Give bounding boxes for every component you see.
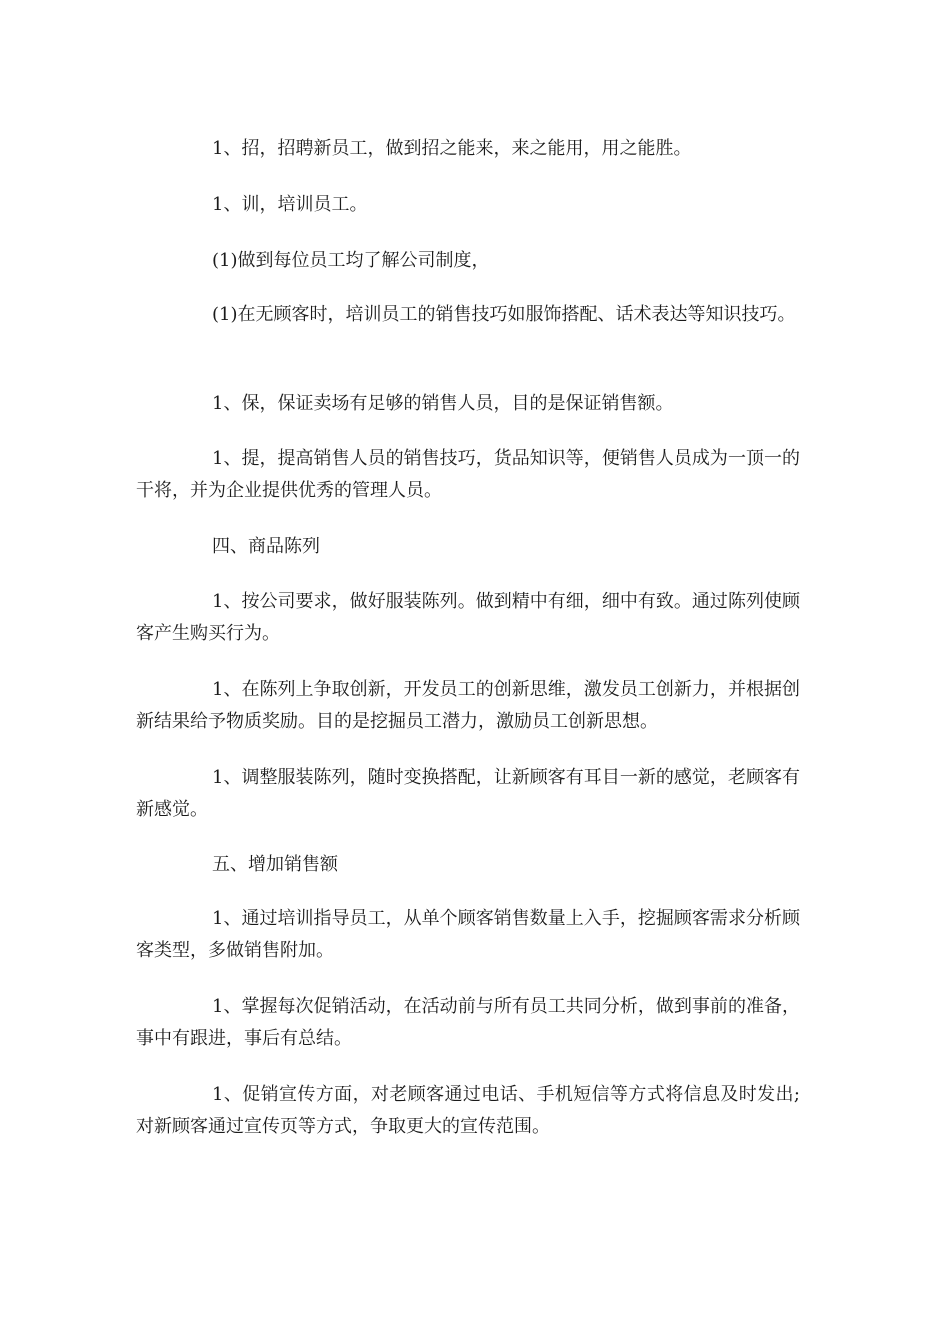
paragraph-promotion-publicity: 1、促销宣传方面，对老顾客通过电话、手机短信等方式将信息及时发出;对新顾客通过宣传页等方式，争取更大的宣传范围。: [136, 1084, 800, 1137]
paragraph-staffing: 1、保，保证卖场有足够的销售人员，目的是保证销售额。: [212, 393, 674, 414]
paragraph-sales-skills: (1)在无顾客时，培训员工的销售技巧如服饰搭配、话术表达等知识技巧。: [212, 304, 796, 325]
paragraph-display-requirements: 1、按公司要求，做好服装陈列。做到精中有细，细中有致。通过陈列使顾客产生购买行为。: [136, 591, 800, 644]
document-page: [136, 0, 800, 1344]
paragraph-recruit: 1、招，招聘新员工，做到招之能来，来之能用，用之能胜。: [212, 138, 692, 159]
section-heading-sales: 五、增加销售额: [212, 854, 338, 875]
paragraph-display-innovation: 1、在陈列上争取创新，开发员工的创新思维，激发员工创新力，并根据创新结果给予物质奖励。目的是挖掘员工潜力，激励员工创新思想。: [136, 679, 800, 732]
paragraph-company-rules: (1)做到每位员工均了解公司制度，: [212, 250, 490, 271]
paragraph-promotion-activities: 1、掌握每次促销活动，在活动前与所有员工共同分析，做到事前的准备，事中有跟进，事后有总结。: [136, 996, 800, 1049]
paragraph-improve: 1、提，提高销售人员的销售技巧，货品知识等，便销售人员成为一顶一的干将，并为企业提供优秀的管理人员。: [136, 448, 800, 501]
paragraph-train: 1、训，培训员工。: [212, 194, 368, 215]
paragraph-sales-training: 1、通过培训指导员工，从单个顾客销售数量上入手，挖掘顾客需求分析顾客类型，多做销售附加。: [136, 908, 800, 961]
section-heading-display: 四、商品陈列: [212, 536, 320, 557]
paragraph-display-adjust: 1、调整服装陈列，随时变换搭配，让新顾客有耳目一新的感觉，老顾客有新感觉。: [136, 767, 800, 820]
